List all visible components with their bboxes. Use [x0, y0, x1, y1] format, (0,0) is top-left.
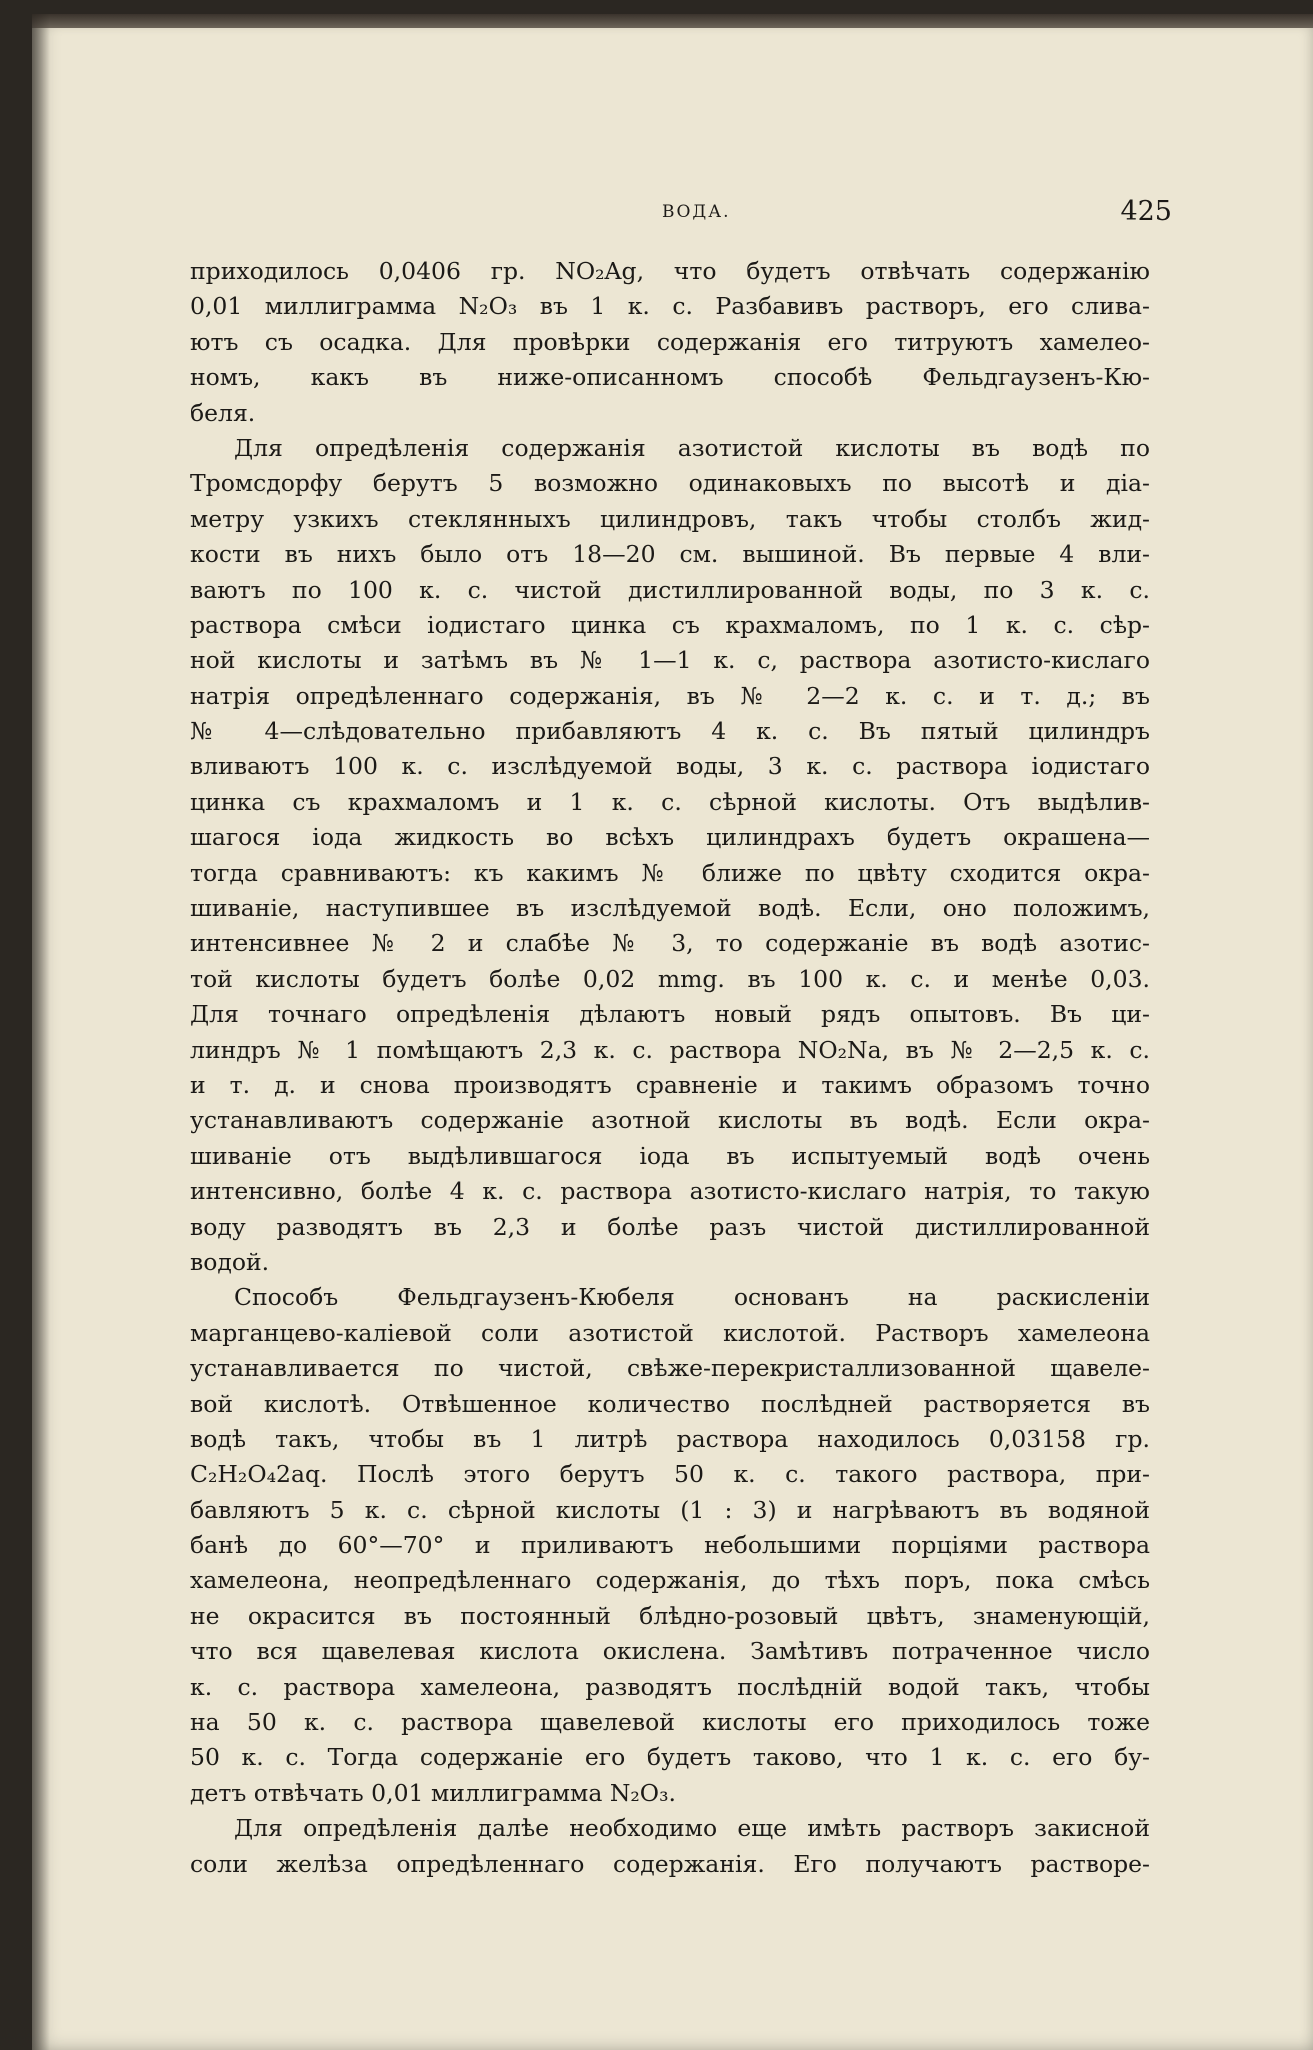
text-line: шагося іода жидкость во всѣхъ цилиндрахъ будетъ окрашена—: [190, 823, 1150, 852]
text-line: к. с. раствора хамелеона, разводятъ послѣдній водой такъ, чтобы: [190, 1672, 1150, 1701]
book-page: [32, 14, 1313, 2050]
text-line: ной кислоты и затѣмъ въ № 1—1 к. с, раствора азотисто-кислаго: [190, 646, 1150, 675]
text-line: водой.: [190, 1247, 270, 1276]
text-line: C₂H₂O₄2aq. Послѣ этого берутъ 50 к. с. такого раствора, при-: [190, 1460, 1150, 1489]
text-line: натрія опредѣленнаго содержанія, въ № 2—2 к. с. и т. д.; въ: [190, 681, 1150, 710]
text-line: водѣ такъ, чтобы въ 1 литрѣ раствора находилось 0,03158 гр.: [190, 1424, 1150, 1453]
text-line: интенсивнее № 2 и слабѣе № 3, то содержаніе въ водѣ азотис-: [190, 929, 1150, 958]
text-line: 50 к. с. Тогда содержаніе его будетъ таково, что 1 к. с. его бу-: [190, 1743, 1150, 1772]
text-line: Для точнаго опредѣленія дѣлаютъ новый рядъ опытовъ. Въ ци-: [190, 1000, 1150, 1029]
text-line: интенсивно, болѣе 4 к. с. раствора азотисто-кислаго натрія, то такую: [190, 1177, 1150, 1206]
text-line: ютъ съ осадка. Для провѣрки содержанія его титруютъ хамелео-: [190, 327, 1150, 356]
text-line: вливаютъ 100 к. с. изслѣдуемой воды, 3 к. с. раствора іодистаго: [190, 752, 1150, 781]
page-number: 425: [1120, 196, 1172, 227]
text-line: приходилось 0,0406 гр. NO₂Ag, что будетъ отвѣчать содержанію: [190, 257, 1150, 285]
text-line: раствора смѣси іодистаго цинка съ крахмаломъ, по 1 к. с. сѣр-: [190, 610, 1150, 639]
text-line: той кислоты будетъ болѣе 0,02 mmg. въ 100 к. с. и менѣе 0,03.: [190, 964, 1150, 993]
binding-shadow: [32, 14, 50, 2050]
text-line: № 4—слѣдовательно прибавляютъ 4 к. с. Въ пятый цилиндръ: [190, 717, 1150, 746]
text-line: банѣ до 60°—70° и приливаютъ небольшими порціями раствора: [190, 1531, 1150, 1560]
page-header: [182, 196, 1172, 236]
text-line: цинка съ крахмаломъ и 1 к. с. сѣрной кислоты. Отъ выдѣлив-: [190, 787, 1150, 816]
text-line: ваютъ по 100 к. с. чистой дистиллированной воды, по 3 к. с.: [190, 575, 1150, 604]
text-line: что вся щавелевая кислота окислена. Замѣтивъ потраченное число: [190, 1637, 1150, 1666]
text-line: метру узкихъ стеклянныхъ цилиндровъ, такъ чтобы столбъ жид-: [190, 504, 1150, 533]
text-line: вой кислотѣ. Отвѣшенное количество послѣдней растворяется въ: [190, 1389, 1150, 1418]
text-line: 0,01 миллиграмма N₂O₃ въ 1 к. с. Разбавивъ растворъ, его слива-: [190, 292, 1150, 321]
text-line: на 50 к. с. раствора щавелевой кислоты его приходилось тоже: [190, 1708, 1150, 1737]
text-line: не окрасится въ постоянный блѣдно-розовый цвѣтъ, знаменующій,: [190, 1601, 1150, 1630]
text-line: Тромсдорфу берутъ 5 возможно одинаковыхъ по высотѣ и діа-: [190, 469, 1150, 498]
text-line: и т. д. и снова производятъ сравненіе и такимъ образомъ точно: [190, 1070, 1150, 1099]
text-line: соли желѣза опредѣленнаго содержанія. Его получаютъ растворе-: [190, 1849, 1150, 1878]
body-text: [190, 254, 1150, 1882]
text-line: марганцево-каліевой соли азотистой кислотой. Растворъ хамелеона: [190, 1318, 1150, 1347]
text-line: линдръ № 1 помѣщаютъ 2,3 к. с. раствора NO₂Na, въ № 2—2,5 к. с.: [190, 1035, 1150, 1064]
text-line: кости въ нихъ было отъ 18—20 см. вышиной. Въ первые 4 вли-: [190, 540, 1150, 569]
text-line: детъ отвѣчать 0,01 миллиграмма N₂O₃.: [190, 1778, 676, 1807]
text-line: тогда сравниваютъ: къ какимъ № ближе по цвѣту сходится окра-: [190, 858, 1150, 887]
text-line: шиваніе отъ выдѣлившагося іода въ испытуемый водѣ очень: [190, 1141, 1150, 1170]
text-line: воду разводятъ въ 2,3 и болѣе разъ чистой дистиллированной: [190, 1212, 1150, 1241]
text-line: устанавливаютъ содержаніе азотной кислоты въ водѣ. Если окра-: [190, 1106, 1150, 1135]
text-line: шиваніе, наступившее въ изслѣдуемой водѣ. Если, оно положимъ,: [190, 894, 1150, 923]
text-line: номъ, какъ въ ниже-описанномъ способѣ Фельдгаузенъ-Кю-: [190, 363, 1150, 392]
text-line: Способъ Фельдгаузенъ-Кюбеля основанъ на раскисленіи: [234, 1283, 1150, 1312]
text-line: бавляютъ 5 к. с. сѣрной кислоты (1 : 3) и нагрѣваютъ въ водяной: [190, 1495, 1150, 1524]
running-head: ВОДА.: [662, 202, 731, 222]
text-line: Для опредѣленія содержанія азотистой кислоты въ водѣ по: [234, 433, 1150, 462]
page-top-edge: [32, 14, 1313, 28]
text-line: хамелеона, неопредѣленнаго содержанія, до тѣхъ поръ, пока смѣсь: [190, 1566, 1150, 1595]
text-line: устанавливается по чистой, свѣже-перекристаллизованной щавеле-: [190, 1354, 1150, 1383]
text-line: Для опредѣленія далѣе необходимо еще имѣть растворъ закисной: [234, 1814, 1150, 1843]
text-line: беля.: [190, 398, 256, 427]
